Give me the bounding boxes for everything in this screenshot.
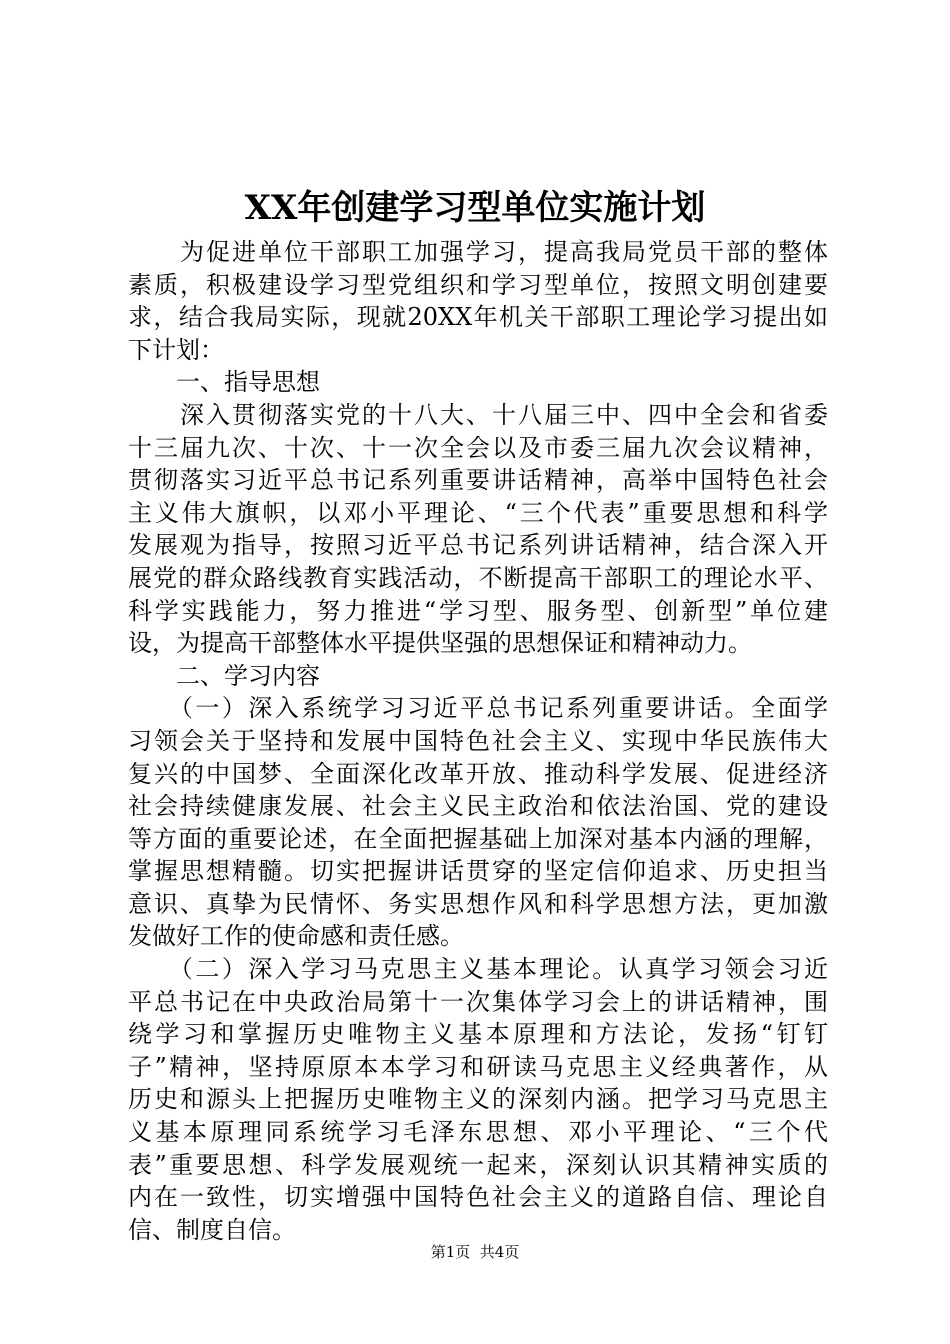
- body-text-line: 深入贯彻落实党的十八大、十八届三中、四中全会和省委: [128, 400, 828, 429]
- document-title: XX年创建学习型单位实施计划: [244, 188, 706, 228]
- body-text-line: 科学实践能力，努力推进“学习型、服务型、创新型”单位建: [128, 596, 828, 625]
- body-text-line: 内在一致性，切实增强中国特色社会主义的道路自信、理论自: [128, 1183, 828, 1212]
- body-text-line: 求，结合我局实际，现就20XX年机关干部职工理论学习提出如: [128, 303, 828, 332]
- body-text-line: 主义伟大旗帜，以邓小平理论、“三个代表”重要思想和科学: [128, 498, 828, 527]
- body-text-line: 贯彻落实习近平总书记系列重要讲话精神，高举中国特色社会: [128, 466, 828, 495]
- document-body: [128, 236, 828, 1246]
- body-text-line: 一、指导思想: [128, 368, 320, 397]
- body-text-line: 素质，积极建设学习型党组织和学习型单位，按照文明创建要: [128, 270, 828, 299]
- body-text-line: 复兴的中国梦、全面深化改革开放、推动科学发展、促进经济: [128, 759, 828, 788]
- body-text-line: （一）深入系统学习习近平总书记系列重要讲话。全面学: [128, 694, 828, 723]
- body-text-line: 设，为提高干部整体水平提供坚强的思想保证和精神动力。: [128, 629, 752, 658]
- body-text-line: 平总书记在中央政治局第十一次集体学习会上的讲话精神，围: [128, 987, 828, 1016]
- body-text-line: 等方面的重要论述，在全面把握基础上加深对基本内涵的理解，: [128, 824, 828, 853]
- body-text-line: 二、学习内容: [128, 661, 320, 690]
- body-text-line: 发做好工作的使命感和责任感。: [128, 922, 464, 951]
- page-footer: 第1页 共4页: [430, 1243, 520, 1261]
- body-text-line: （二）深入学习马克思主义基本理论。认真学习领会习近: [128, 955, 828, 984]
- body-text-line: 习领会关于坚持和发展中国特色社会主义、实现中华民族伟大: [128, 726, 828, 755]
- body-text-line: 历史和源头上把握历史唯物主义的深刻内涵。把学习马克思主: [128, 1085, 828, 1114]
- body-text-line: 子”精神，坚持原原本本学习和研读马克思主义经典著作，从: [128, 1052, 828, 1081]
- body-text-line: 意识、真挚为民情怀、务实思想作风和科学思想方法，更加激: [128, 889, 828, 918]
- body-text-line: 展党的群众路线教育实践活动，不断提高干部职工的理论水平、: [128, 563, 828, 592]
- body-text-line: 绕学习和掌握历史唯物主义基本原理和方法论，发扬“钉钉: [128, 1020, 828, 1049]
- body-text-line: 社会持续健康发展、社会主义民主政治和依法治国、党的建设: [128, 792, 828, 821]
- body-text-line: 下计划：: [128, 335, 224, 364]
- body-text-line: 表”重要思想、科学发展观统一起来，深刻认识其精神实质的: [128, 1150, 828, 1179]
- body-text-line: 十三届九次、十次、十一次全会以及市委三届九次会议精神，: [128, 433, 828, 462]
- body-text-line: 为促进单位干部职工加强学习，提高我局党员干部的整体: [128, 238, 828, 266]
- body-text-line: 义基本原理同系统学习毛泽东思想、邓小平理论、“三个代: [128, 1118, 828, 1147]
- body-text-line: 发展观为指导，按照习近平总书记系列讲话精神，结合深入开: [128, 531, 828, 560]
- body-text-line: 信、制度自信。: [128, 1215, 296, 1244]
- body-text-line: 掌握思想精髓。切实把握讲话贯穿的坚定信仰追求、历史担当: [128, 857, 828, 886]
